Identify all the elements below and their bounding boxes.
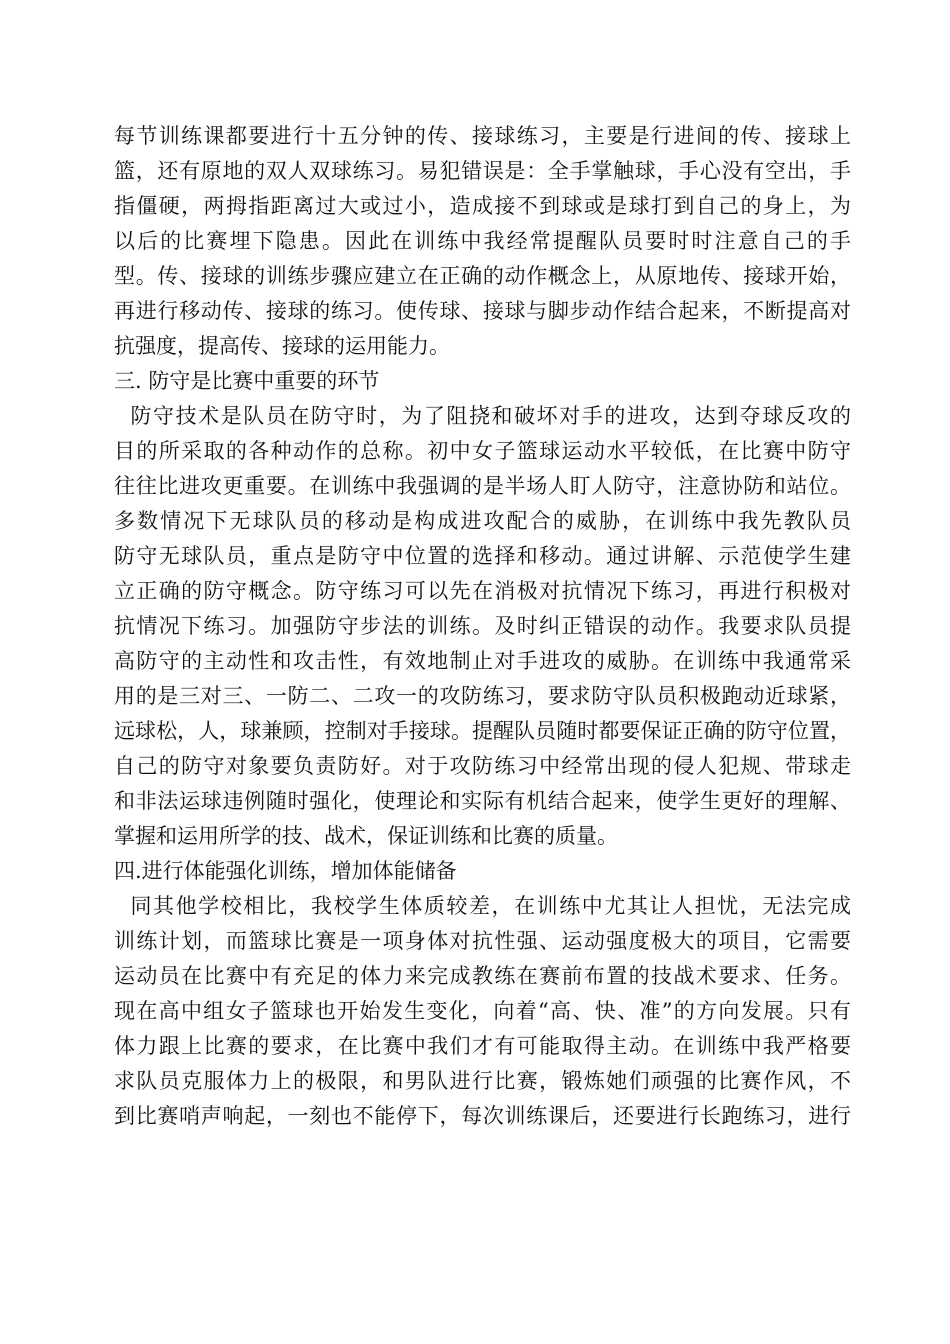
text-line: 高防守的主动性和攻击性，有效地制止对手进攻的威胁。在训练中我通常采 (114, 649, 851, 673)
text-line: 抗情况下练习。加强防守步法的训练。及时纠正错误的动作。我要求队员提 (114, 614, 851, 638)
section-heading-fitness: 四.进行体能强化训练，增加体能储备 (114, 859, 457, 883)
text-line: 运动员在比赛中有充足的体力来完成教练在赛前布置的技战术要求、任务。 (114, 964, 851, 988)
section-heading-defense: 三. 防守是比赛中重要的环节 (114, 369, 380, 393)
text-line: 防守技术是队员在防守时，为了阻挠和破坏对手的进攻，达到夺球反攻的 (114, 404, 851, 428)
text-line: 现在高中组女子篮球也开始发生变化，向着“高、快、准”的方向发展。只有 (114, 999, 851, 1023)
document-page (114, 119, 851, 1134)
text-line: 指僵硬，两拇指距离过大或过小，造成接不到球或是球打到自己的身上，为 (114, 194, 851, 218)
text-line: 立正确的防守概念。防守练习可以先在消极对抗情况下练习，再进行积极对 (114, 579, 851, 603)
text-line: 目的所采取的各种动作的总称。初中女子篮球运动水平较低，在比赛中防守 (114, 439, 851, 463)
text-line: 和非法运球违例随时强化，使理论和实际有机结合起来，使学生更好的理解、 (114, 789, 851, 813)
text-line: 每节训练课都要进行十五分钟的传、接球练习，主要是行进间的传、接球上 (114, 124, 851, 148)
paragraph-fitness (114, 889, 851, 1134)
text-line: 抗强度，提高传、接球的运用能力。 (114, 334, 450, 358)
text-line: 远球松，人，球兼顾，控制对手接球。提醒队员随时都要保证正确的防守位置， (114, 719, 851, 743)
text-line: 体力跟上比赛的要求，在比赛中我们才有可能取得主动。在训练中我严格要 (114, 1034, 851, 1058)
text-line: 型。传、接球的训练步骤应建立在正确的动作概念上，从原地传、接球开始， (114, 264, 851, 288)
text-line: 掌握和运用所学的技、战术，保证训练和比赛的质量。 (114, 824, 618, 848)
text-line: 再进行移动传、接球的练习。使传球、接球与脚步动作结合起来，不断提高对 (114, 299, 851, 323)
text-line: 同其他学校相比，我校学生体质较差，在训练中尤其让人担忧，无法完成 (114, 894, 851, 918)
text-line: 以后的比赛埋下隐患。因此在训练中我经常提醒队员要时时注意自己的手 (114, 229, 851, 253)
paragraph-passing-drills (114, 119, 851, 364)
text-line: 篮，还有原地的双人双球练习。易犯错误是：全手掌触球，手心没有空出，手 (114, 159, 851, 183)
text-line: 训练计划，而篮球比赛是一项身体对抗性强、运动强度极大的项目，它需要 (114, 929, 851, 953)
text-line: 防守无球队员，重点是防守中位置的选择和移动。通过讲解、示范使学生建 (114, 544, 851, 568)
paragraph-defense (114, 399, 851, 854)
text-line: 用的是三对三、一防二、二攻一的攻防练习，要求防守队员积极跑动近球紧， (114, 684, 851, 708)
text-line: 求队员克服体力上的极限，和男队进行比赛，锻炼她们顽强的比赛作风，不 (114, 1069, 851, 1093)
text-line: 自己的防守对象要负责防好。对于攻防练习中经常出现的侵人犯规、带球走 (114, 754, 851, 778)
text-line: 到比赛哨声响起，一刻也不能停下，每次训练课后，还要进行长跑练习，进行 (114, 1104, 851, 1128)
text-line: 多数情况下无球队员的移动是构成进攻配合的威胁，在训练中我先教队员 (114, 509, 851, 533)
text-line: 往往比进攻更重要。在训练中我强调的是半场人盯人防守，注意协防和站位。 (114, 474, 851, 498)
